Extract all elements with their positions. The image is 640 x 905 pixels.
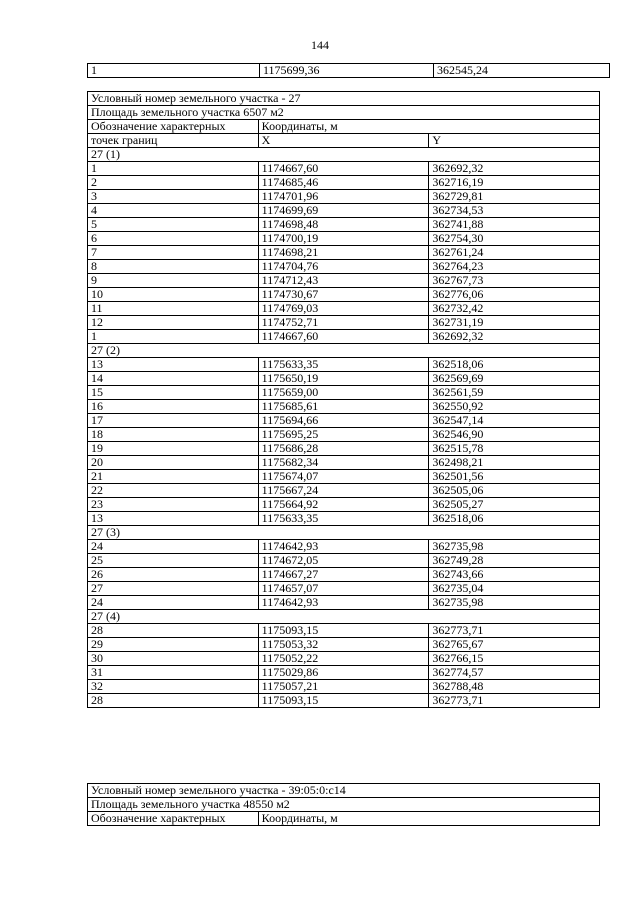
contour-label-row (88, 526, 600, 540)
coord-x: 1175093,15 (258, 624, 429, 638)
coord-y: 362547,14 (429, 414, 600, 428)
point-number: 18 (88, 428, 259, 442)
coord-x: 1174752,71 (258, 316, 429, 330)
table-row (88, 666, 600, 680)
coord-x: 1174642,93 (258, 596, 429, 610)
coord-y: 362692,32 (429, 330, 600, 344)
coord-y: 362731,19 (429, 316, 600, 330)
header-coordinates: Координаты, м (258, 120, 599, 134)
table-row (88, 428, 600, 442)
coord-x: 1174672,05 (258, 554, 429, 568)
plot-title: Условный номер земельного участка - 39:05:0:c14 (88, 784, 600, 798)
coord-y: 362735,04 (429, 582, 600, 596)
coord-y: 362773,71 (429, 624, 600, 638)
coord-x: 1175053,32 (258, 638, 429, 652)
point-number: 13 (88, 358, 259, 372)
coord-y: 362788,48 (429, 680, 600, 694)
table-row (88, 64, 610, 78)
point-number: 32 (88, 680, 259, 694)
table-row (88, 498, 600, 512)
table-row (88, 540, 600, 554)
table-row (88, 470, 600, 484)
point-number: 4 (88, 204, 259, 218)
coord-y: 362776,06 (429, 288, 600, 302)
point-number: 27 (88, 582, 259, 596)
page-number: 144 (311, 38, 329, 52)
coord-y: 362766,15 (429, 652, 600, 666)
table-row (88, 638, 600, 652)
coord-y: 362735,98 (429, 540, 600, 554)
coord-x: 1175686,28 (258, 442, 429, 456)
coord-y: 362773,71 (429, 694, 600, 708)
coord-y: 362764,23 (429, 260, 600, 274)
coord-x: 1174730,67 (258, 288, 429, 302)
table-title-row (88, 784, 600, 798)
point-number: 19 (88, 442, 259, 456)
coord-y: 362735,98 (429, 596, 600, 610)
coord-x: 1175664,92 (258, 498, 429, 512)
coord-x: 1175667,24 (258, 484, 429, 498)
point-number: 24 (88, 540, 259, 554)
table-row (88, 260, 600, 274)
coord-x: 1175659,00 (258, 386, 429, 400)
coord-y: 362515,78 (429, 442, 600, 456)
contour-label: 27 (2) (88, 344, 600, 358)
point-number: 25 (88, 554, 259, 568)
table-row (88, 694, 600, 708)
coord-x: 1175633,35 (258, 512, 429, 526)
coord-x: 1174667,60 (258, 330, 429, 344)
point-number: 1 (88, 330, 259, 344)
coord-y: 362545,24 (434, 64, 610, 78)
table-row (88, 680, 600, 694)
coordinates-table-fragment (87, 63, 610, 78)
point-number: 17 (88, 414, 259, 428)
coord-y: 362498,21 (429, 456, 600, 470)
table-row (88, 568, 600, 582)
point-number: 26 (88, 568, 259, 582)
coord-x: 1175695,25 (258, 428, 429, 442)
coordinates-table-plot-27 (87, 91, 600, 708)
table-row (88, 274, 600, 288)
plot-area: Площадь земельного участка 6507 м2 (88, 106, 600, 120)
point-number: 16 (88, 400, 259, 414)
point-number: 31 (88, 666, 259, 680)
table-row (88, 232, 600, 246)
coord-y: 362518,06 (429, 512, 600, 526)
table-row (88, 554, 600, 568)
coord-x: 1174700,19 (258, 232, 429, 246)
point-number: 21 (88, 470, 259, 484)
header-point-line1: Обозначение характерных (88, 120, 259, 134)
point-number: 7 (88, 246, 259, 260)
point-number: 5 (88, 218, 259, 232)
header-x: X (258, 134, 429, 148)
point-number: 3 (88, 190, 259, 204)
coord-y: 362729,81 (429, 190, 600, 204)
table-row (88, 316, 600, 330)
table-row (88, 190, 600, 204)
table-row (88, 456, 600, 470)
table-row (88, 512, 600, 526)
coord-y: 362501,56 (429, 470, 600, 484)
coord-x: 1174698,48 (258, 218, 429, 232)
coord-y: 362569,69 (429, 372, 600, 386)
coord-y: 362743,66 (429, 568, 600, 582)
header-point-line1: Обозначение характерных (88, 812, 259, 826)
coordinates-table-plot-c14 (87, 783, 600, 826)
point-number: 22 (88, 484, 259, 498)
contour-label: 27 (4) (88, 610, 600, 624)
plot-title: Условный номер земельного участка - 27 (88, 92, 600, 106)
coord-x: 1175057,21 (258, 680, 429, 694)
table-header-row (88, 812, 600, 826)
table-area-row (88, 106, 600, 120)
table-header-row (88, 120, 600, 134)
coord-y: 362546,90 (429, 428, 600, 442)
table-row (88, 302, 600, 316)
coord-x: 1175685,61 (258, 400, 429, 414)
table-row (88, 358, 600, 372)
table-row (88, 484, 600, 498)
table-row (88, 162, 600, 176)
contour-label-row (88, 344, 600, 358)
table-row (88, 596, 600, 610)
coord-x: 1174667,27 (258, 568, 429, 582)
header-coordinates: Координаты, м (258, 812, 599, 826)
table-row (88, 624, 600, 638)
coord-y: 362761,24 (429, 246, 600, 260)
plot-area: Площадь земельного участка 48550 м2 (88, 798, 600, 812)
coord-x: 1175682,34 (258, 456, 429, 470)
point-number: 15 (88, 386, 259, 400)
coord-x: 1174667,60 (258, 162, 429, 176)
coord-x: 1174704,76 (258, 260, 429, 274)
coord-x: 1174699,69 (258, 204, 429, 218)
coord-y: 362767,73 (429, 274, 600, 288)
coord-y: 362734,53 (429, 204, 600, 218)
table-row (88, 652, 600, 666)
coord-x: 1174657,07 (258, 582, 429, 596)
coord-y: 362732,42 (429, 302, 600, 316)
point-number: 23 (88, 498, 259, 512)
point-number: 24 (88, 596, 259, 610)
point-number: 29 (88, 638, 259, 652)
table-row (88, 330, 600, 344)
table-row (88, 204, 600, 218)
point-number: 6 (88, 232, 259, 246)
table-row (88, 246, 600, 260)
point-number: 10 (88, 288, 259, 302)
header-point-line2: точек границ (88, 134, 259, 148)
coord-x: 1174642,93 (258, 540, 429, 554)
coord-y: 362692,32 (429, 162, 600, 176)
coord-x: 1175029,86 (258, 666, 429, 680)
coord-y: 362749,28 (429, 554, 600, 568)
coord-x: 1175699,36 (260, 64, 434, 78)
table-row (88, 372, 600, 386)
coord-y: 362505,27 (429, 498, 600, 512)
point-number: 1 (88, 64, 260, 78)
point-number: 9 (88, 274, 259, 288)
coord-y: 362754,30 (429, 232, 600, 246)
header-y: Y (429, 134, 600, 148)
point-number: 13 (88, 512, 259, 526)
coord-y: 362550,92 (429, 400, 600, 414)
point-number: 12 (88, 316, 259, 330)
contour-label: 27 (3) (88, 526, 600, 540)
coord-x: 1174769,03 (258, 302, 429, 316)
point-number: 8 (88, 260, 259, 274)
contour-label-row (88, 610, 600, 624)
table-title-row (88, 92, 600, 106)
point-number: 28 (88, 694, 259, 708)
contour-label: 27 (1) (88, 148, 600, 162)
contour-label-row (88, 148, 600, 162)
coord-x: 1175093,15 (258, 694, 429, 708)
table-row (88, 218, 600, 232)
coord-x: 1174685,46 (258, 176, 429, 190)
point-number: 1 (88, 162, 259, 176)
coord-y: 362774,57 (429, 666, 600, 680)
table-row (88, 414, 600, 428)
table-row (88, 386, 600, 400)
coord-y: 362741,88 (429, 218, 600, 232)
coord-x: 1174698,21 (258, 246, 429, 260)
coord-x: 1175052,22 (258, 652, 429, 666)
table-row (88, 442, 600, 456)
coord-y: 362716,19 (429, 176, 600, 190)
table-row (88, 582, 600, 596)
table-row (88, 176, 600, 190)
table-header-row (88, 134, 600, 148)
table-row (88, 288, 600, 302)
point-number: 28 (88, 624, 259, 638)
point-number: 11 (88, 302, 259, 316)
point-number: 20 (88, 456, 259, 470)
point-number: 30 (88, 652, 259, 666)
coord-y: 362561,59 (429, 386, 600, 400)
coord-y: 362765,67 (429, 638, 600, 652)
table-row (88, 400, 600, 414)
coord-x: 1175650,19 (258, 372, 429, 386)
coord-y: 362518,06 (429, 358, 600, 372)
point-number: 14 (88, 372, 259, 386)
coord-x: 1175633,35 (258, 358, 429, 372)
coord-x: 1174712,43 (258, 274, 429, 288)
point-number: 2 (88, 176, 259, 190)
table-area-row (88, 798, 600, 812)
coord-x: 1174701,96 (258, 190, 429, 204)
coord-y: 362505,06 (429, 484, 600, 498)
coord-x: 1175674,07 (258, 470, 429, 484)
coord-x: 1175694,66 (258, 414, 429, 428)
